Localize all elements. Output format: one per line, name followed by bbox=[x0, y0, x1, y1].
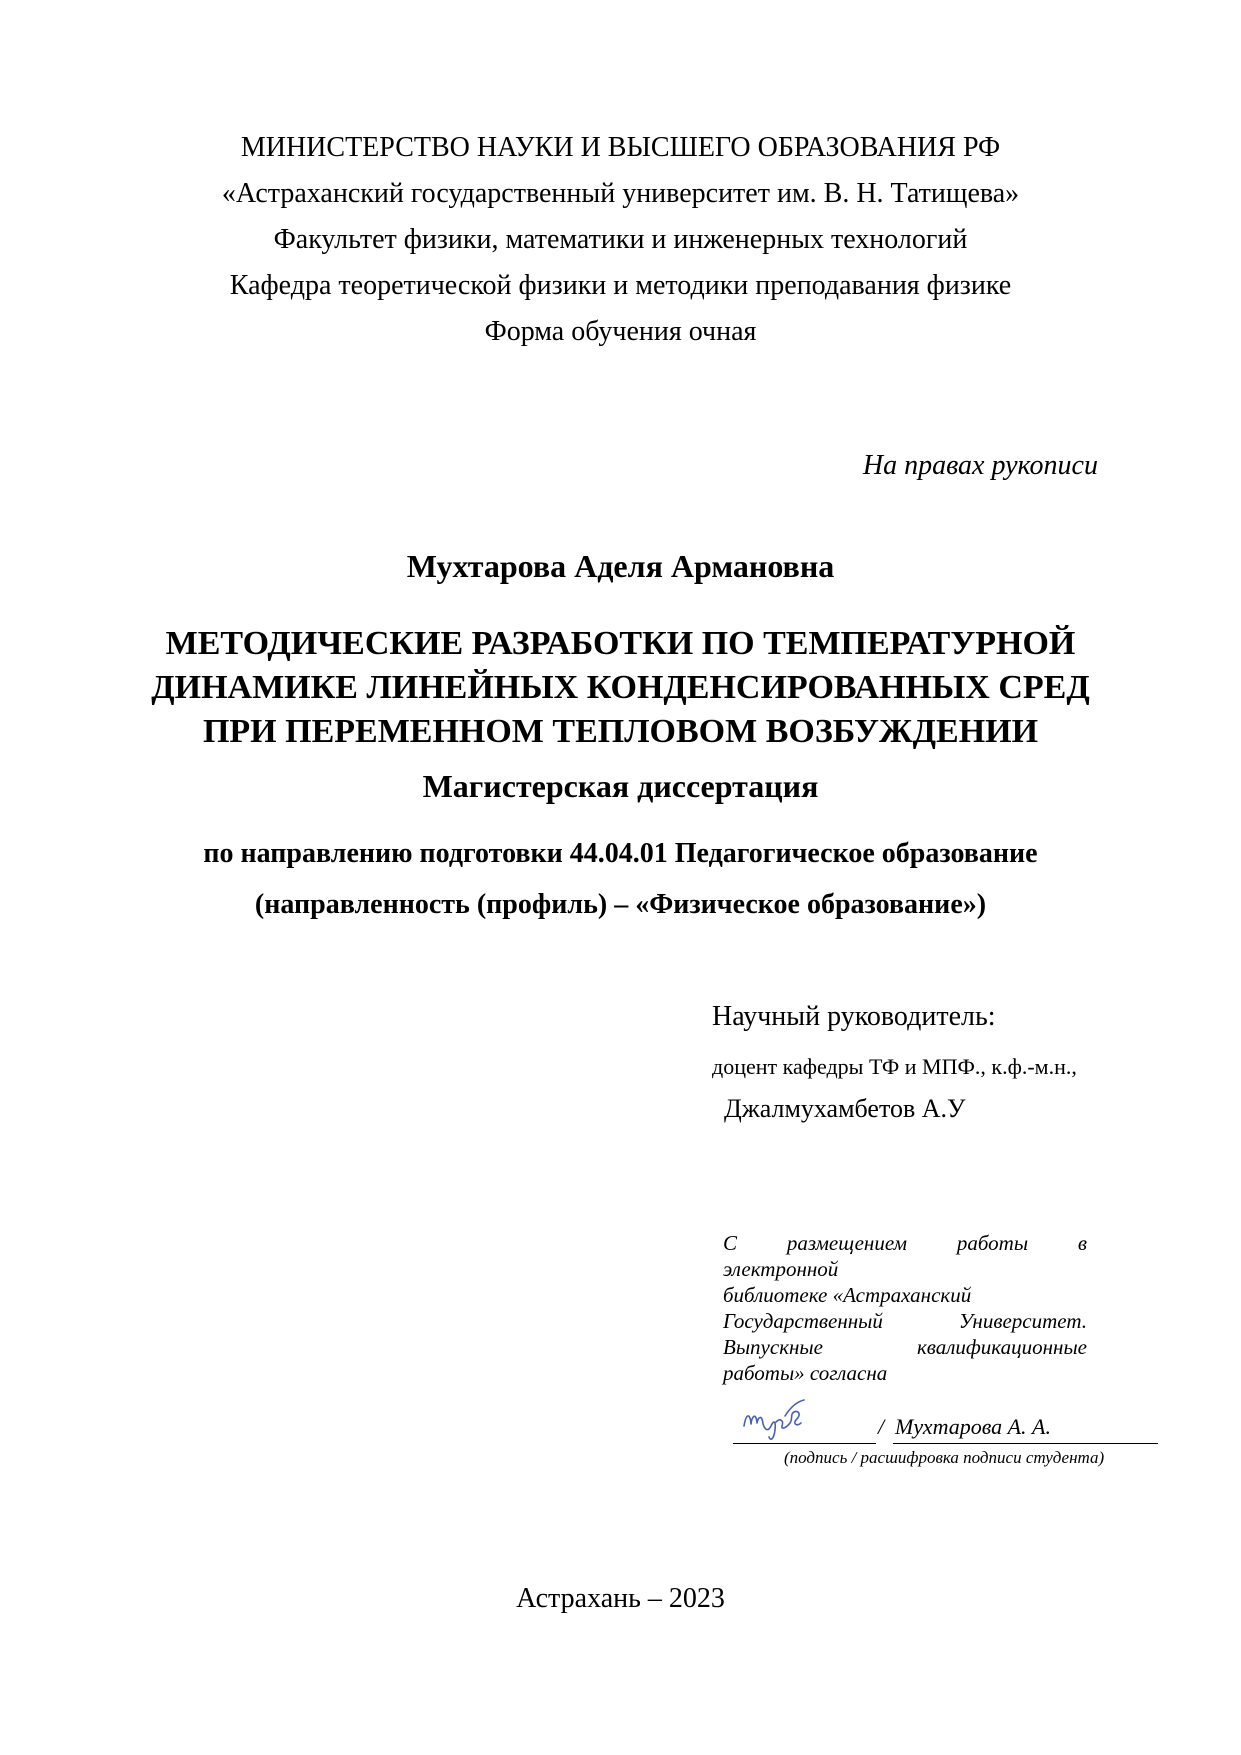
thesis-title-line: ПРИ ПЕРЕМЕННОМ ТЕПЛОВОМ ВОЗБУЖДЕНИИ bbox=[202, 713, 1039, 750]
consent-line: Выпускные квалификационные bbox=[723, 1335, 1087, 1359]
consent-line: работы» согласна bbox=[723, 1361, 888, 1385]
city-year: Астрахань – 2023 bbox=[516, 1583, 725, 1614]
consent-line: электронной bbox=[723, 1257, 839, 1281]
student-name: Мухтарова А. А. bbox=[895, 1414, 1051, 1439]
name-underline bbox=[893, 1443, 1158, 1444]
consent-line: Государственный Университет. bbox=[723, 1309, 1087, 1333]
handwritten-signature bbox=[738, 1392, 828, 1444]
consent-line: библиотеке «Астраханский bbox=[723, 1283, 972, 1307]
ministry-line: МИНИСТЕРСТВО НАУКИ И ВЫСШЕГО ОБРАЗОВАНИЯ РФ bbox=[240, 132, 1001, 163]
author-name: Мухтарова Аделя Армановна bbox=[406, 548, 835, 584]
study-form-line: Форма обучения очная bbox=[484, 316, 757, 347]
consent-line: С размещением работы в bbox=[723, 1231, 1087, 1255]
profile-line: (направленность (профиль) – «Физическое образование») bbox=[254, 889, 987, 920]
signature-row bbox=[733, 1410, 1158, 1444]
faculty-line: Факультет физики, математики и инженерных технологий bbox=[273, 224, 968, 255]
advisor-label: Научный руководитель: bbox=[712, 1001, 996, 1032]
department-line: Кафедра теоретической физики и методики преподавания физике bbox=[229, 270, 1012, 301]
thesis-title-line: ДИНАМИКЕ ЛИНЕЙНЫХ КОНДЕНСИРОВАННЫХ СРЕД bbox=[151, 669, 1090, 706]
advisor-name: Джалмухамбетов А.У bbox=[724, 1094, 966, 1123]
library-consent bbox=[723, 1230, 1087, 1386]
signature-underline bbox=[733, 1443, 876, 1444]
thesis-title-line: МЕТОДИЧЕСКИЕ РАЗРАБОТКИ ПО ТЕМПЕРАТУРНОЙ bbox=[165, 625, 1076, 662]
direction-line: по направлению подготовки 44.04.01 Педагогическое образование bbox=[203, 838, 1038, 869]
thesis-title bbox=[0, 622, 1241, 754]
signature-caption: (подпись / расшифровка подписи студента) bbox=[784, 1448, 1105, 1467]
advisor-position: доцент кафедры ТФ и МПФ., к.ф.-м.н., bbox=[712, 1054, 1077, 1079]
manuscript-note: На правах рукописи bbox=[862, 450, 1098, 481]
work-type: Магистерская диссертация bbox=[422, 768, 819, 804]
signature-separator: / bbox=[878, 1414, 885, 1439]
university-line: «Астраханский государственный университет им. В. Н. Татищева» bbox=[221, 178, 1020, 209]
